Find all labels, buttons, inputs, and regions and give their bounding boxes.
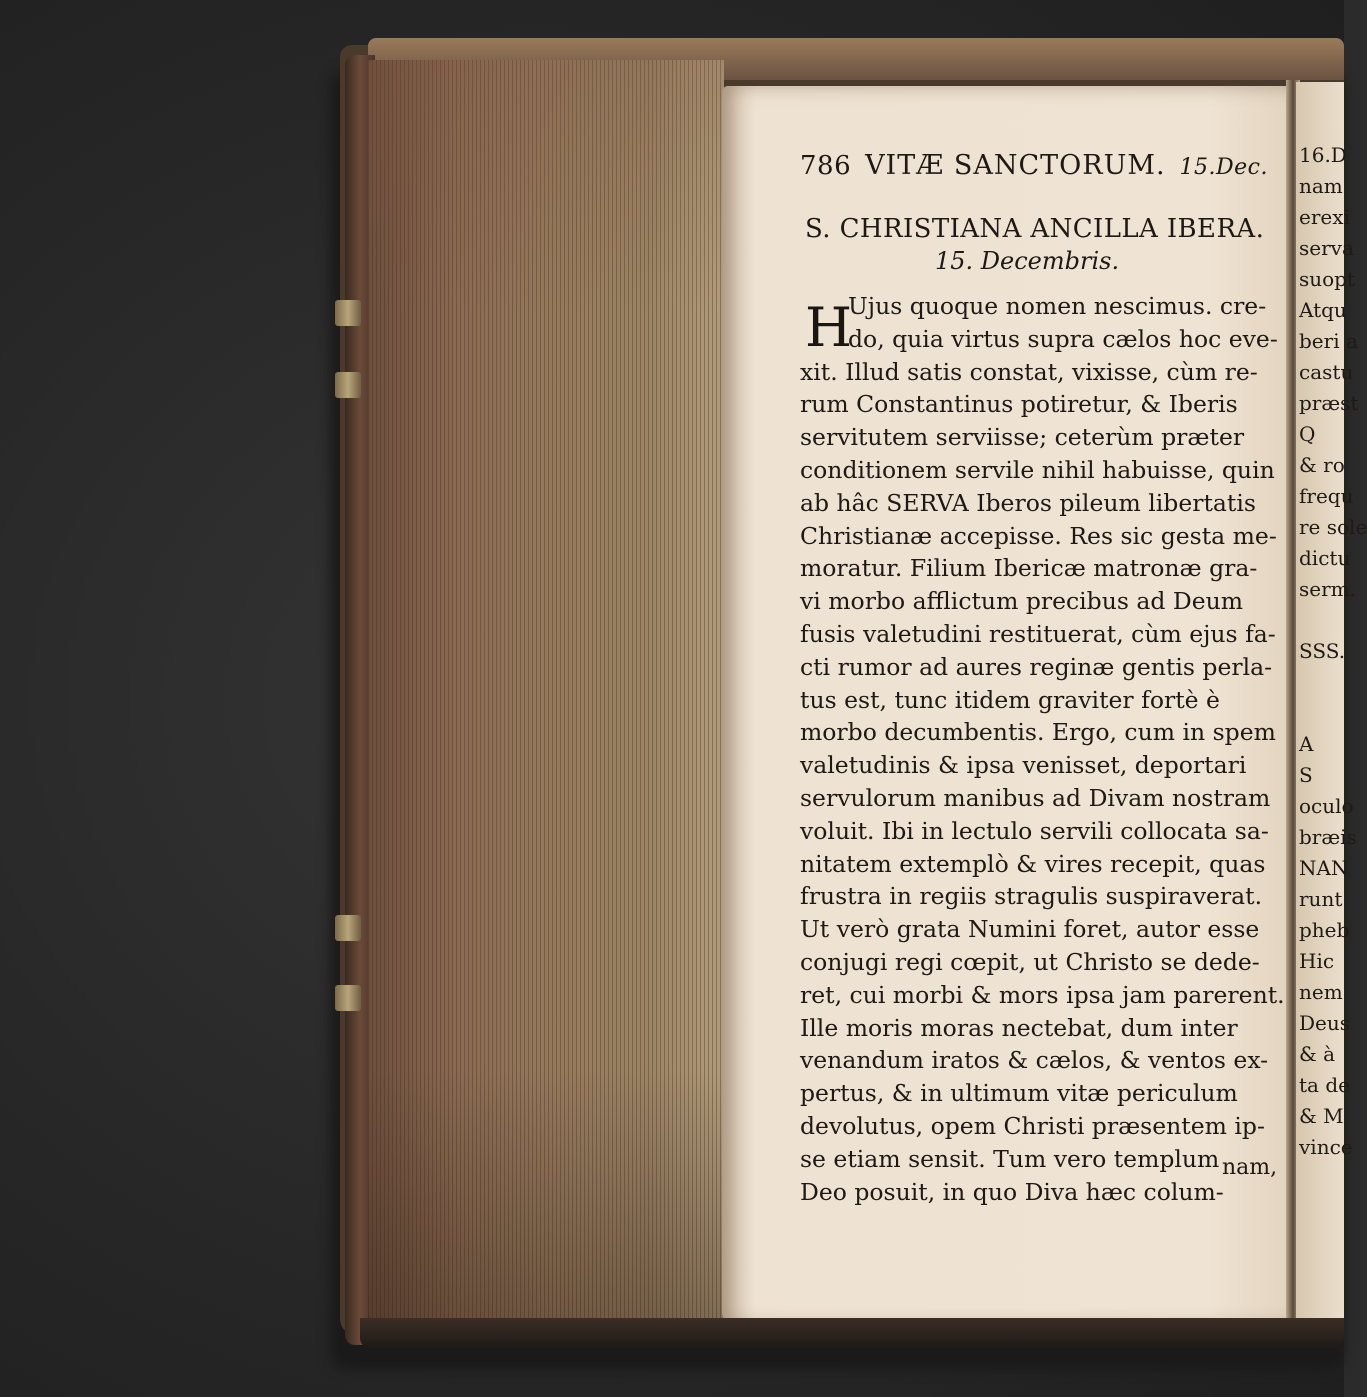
text-line: nitatem extemplò & vires recepit, quas <box>800 849 1266 878</box>
right-page-line: serva <box>1299 236 1354 260</box>
text-line: ret, cui morbi & mors ipsa jam parerent. <box>800 980 1285 1009</box>
right-page-line: suopt <box>1299 267 1356 291</box>
text-line: morbo decumbentis. Ergo, cum in spem <box>800 718 1276 747</box>
book-bottom-edge <box>360 1318 1344 1348</box>
running-head: VITÆ SANCTORUM. <box>865 150 1166 181</box>
text-line: Deo posuit, in quo Diva hæc colum- <box>800 1177 1224 1206</box>
text-line: tus est, tunc itidem graviter fortè è <box>800 685 1220 714</box>
text-line: Ut verò grata Numini foret, autor esse <box>800 915 1260 944</box>
text-line: Ujus quoque nomen nescimus. cre- <box>848 292 1267 320</box>
right-page-line: beri a <box>1299 329 1358 353</box>
text-line: moratur. Filium Ibericæ matronæ gra- <box>800 554 1258 583</box>
text-line: valetudinis & ipsa venisset, deportari <box>800 751 1247 780</box>
right-page-line <box>1299 698 1359 729</box>
text-line: cti rumor ad aures reginæ gentis perla- <box>800 652 1273 681</box>
page-number: 786 <box>800 151 852 181</box>
text-line: conditionem servile nihil habuisse, quin <box>800 455 1275 484</box>
right-page-line <box>1299 667 1359 698</box>
text-line: frustra in regiis stragulis suspiraverat. <box>800 882 1263 911</box>
text-line: Christianæ accepisse. Res sic gesta me- <box>800 521 1277 550</box>
right-page-line: vince <box>1299 1135 1353 1159</box>
right-page-line: SSS. <box>1299 639 1346 663</box>
right-page-line: dictu <box>1299 546 1351 570</box>
text-line: devolutus, opem Christi præsentem ip- <box>800 1111 1265 1140</box>
right-page-text <box>1299 140 1367 1163</box>
text-line: venandum iratos & cælos, & ventos ex- <box>800 1046 1269 1075</box>
right-page-line: frequ <box>1299 484 1354 508</box>
right-page-line: re sole <box>1299 515 1367 539</box>
right-page-line: Deus <box>1299 1011 1351 1035</box>
text-line: vi morbo afflictum precibus ad Deum <box>800 587 1244 616</box>
clasp-icon <box>335 300 361 326</box>
right-page-line: erexi <box>1299 205 1350 229</box>
clasp-icon <box>335 915 361 941</box>
right-page-line: nam <box>1299 174 1343 198</box>
right-page-line: runt <box>1299 887 1343 911</box>
right-page-line: bræis <box>1299 825 1357 849</box>
right-page-line: & M <box>1299 1104 1344 1128</box>
right-page-line: ta de <box>1299 1073 1350 1097</box>
running-header <box>800 150 1268 190</box>
right-page-line <box>1299 605 1359 636</box>
clasp-icon <box>335 985 361 1011</box>
right-page-line: & à <box>1299 1042 1336 1066</box>
text-line: servulorum manibus ad Divam nostram <box>800 783 1271 812</box>
text-line: do, quia virtus supra cælos hoc eve- <box>848 324 1278 353</box>
clasp-icon <box>335 372 361 398</box>
text-line: voluit. Ibi in lectulo servili collocata sa- <box>800 816 1269 845</box>
drop-cap: H <box>805 296 853 359</box>
right-page-line: serm. <box>1299 577 1356 601</box>
running-date: 15.Dec. <box>1179 155 1268 180</box>
right-page-line: Atqu <box>1299 298 1347 322</box>
right-page-line: Hic <box>1299 949 1335 973</box>
text-line: fusis valetudini restituerat, cùm ejus fa- <box>800 619 1276 648</box>
text-line: pertus, & in ultimum vitæ periculum <box>800 1079 1238 1108</box>
saint-date: 15. Decembris. <box>935 247 1120 275</box>
text-line: se etiam sensit. Tum vero templum <box>800 1144 1220 1173</box>
right-page-line: castu <box>1299 360 1354 384</box>
saint-title: S. CHRISTIANA ANCILLA IBERA. <box>805 214 1265 244</box>
text-line: xit. Illud satis constat, vixisse, cùm re- <box>800 357 1258 386</box>
right-page-line: nem <box>1299 980 1343 1004</box>
text-line: conjugi regi cœpit, ut Christo se dede- <box>800 947 1260 976</box>
text-line: rum Constantinus potiretur, & Iberis <box>800 390 1238 419</box>
catchword: nam, <box>1222 1155 1278 1180</box>
right-page-line: S <box>1299 763 1313 787</box>
right-page-line: Q <box>1299 422 1316 446</box>
right-page-line: præst <box>1299 391 1359 415</box>
text-line: ab hâc SERVA Iberos pileum libertatis <box>800 488 1256 517</box>
right-page-line: oculo <box>1299 794 1354 818</box>
right-page-line: 16.D <box>1299 143 1347 167</box>
right-page-line: & ro <box>1299 453 1345 477</box>
page-edges <box>368 60 724 1320</box>
right-page-line: A <box>1299 732 1314 756</box>
right-page-line: NAN <box>1299 856 1349 880</box>
right-page-line: pheb <box>1299 918 1350 942</box>
text-line: servitutem serviisse; ceterùm præter <box>800 423 1245 452</box>
body-text <box>800 290 1285 1208</box>
text-line: Ille moris moras nectebat, dum inter <box>800 1013 1238 1042</box>
